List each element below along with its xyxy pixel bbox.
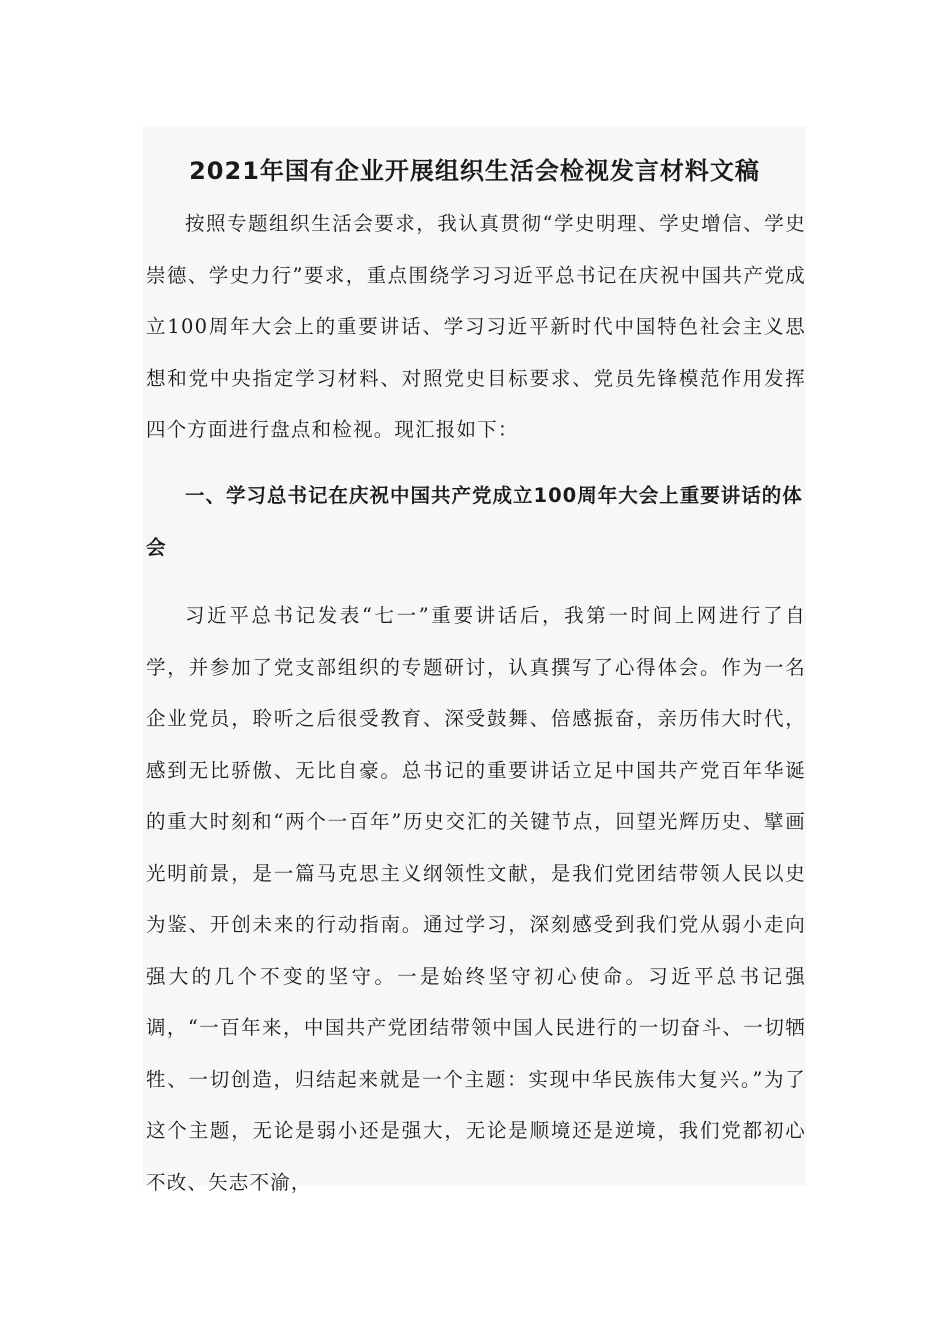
section-heading: 一、学习总书记在庆祝中国共产党成立100周年大会上重要讲话的体会 [146, 484, 803, 559]
document-title: 2021年国有企业开展组织生活会检视发言材料文稿 [189, 157, 760, 186]
intro-paragraph: 按照专题组织生活会要求，我认真贯彻“学史明理、学史增信、学史崇德、学史力行”要求，重点围绕学习习近平总书记在庆祝中国共产党成立100周年大会上的重要讲话、学习习近平新时代中国特色社会主义思想和党中央指定学习材料、对照党史目标要求、党员先锋模范作用发挥四个方面进行盘点和检视。现汇报如下： [146, 212, 806, 441]
section-body-paragraph: 习近平总书记发表“七一”重要讲话后，我第一时间上网进行了自学，并参加了党支部组织的专题研讨，认真撰写了心得体会。作为一名企业党员，聆听之后很受教育、深受鼓舞、倍感振奋，亲历伟大时代，感到无比骄傲、无比自豪。总书记的重要讲话立足中国共产党百年华诞的重大时刻和“两个一百年”历史交汇的关键节点，回望光辉历史、擘画光明前景，是一篇马克思主义纲领性文献，是我们党团结带领人民以史为鉴、开创未来的行动指南。通过学习，深刻感受到我们党从弱小走向强大的几个不变的坚守。一是始终坚守初心使命。习近平总书记强调，“一百年来，中国共产党团结带领中国人民进行的一切奋斗、一切牺牲、一切创造，归结起来就是一个主题：实现中华民族伟大复兴。”为了这个主题，无论是弱小还是强大，无论是顺境还是逆境，我们党都初心不改、矢志不渝， [146, 604, 806, 1194]
